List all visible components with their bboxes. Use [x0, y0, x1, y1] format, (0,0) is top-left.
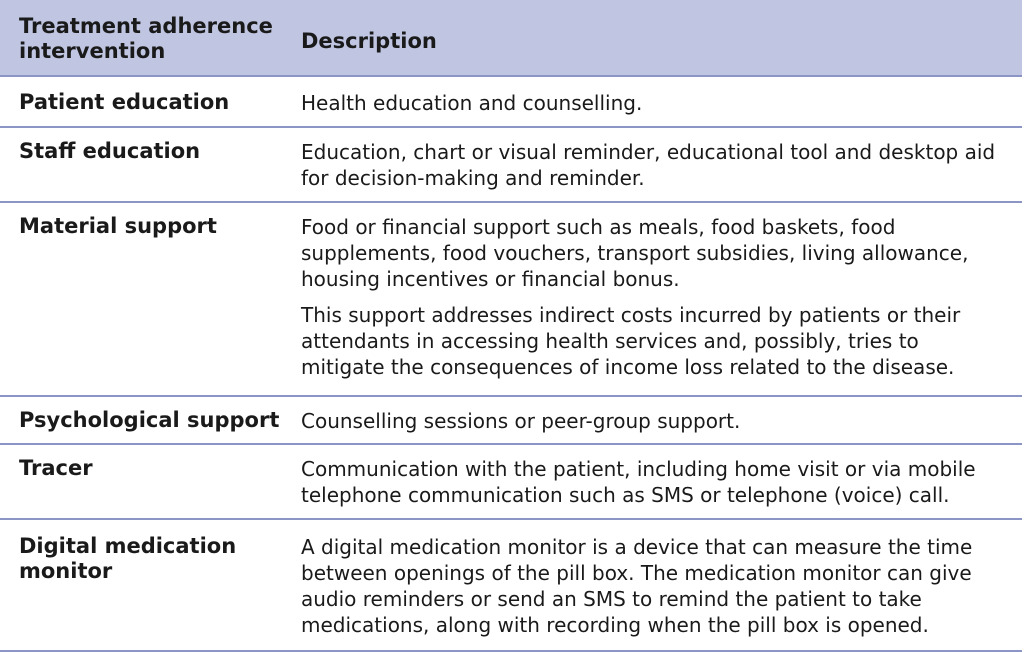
intervention-description [281, 456, 1022, 518]
table-row [0, 128, 1022, 203]
description-paragraph: Food or financial support such as meals, food baskets, food supplements, food vouchers, transport subsidies, living allowance, housing incentives or financial bonus. [301, 215, 969, 291]
table-row [0, 203, 1022, 397]
intervention-description [281, 408, 1022, 443]
intervention-name: Psychological support [19, 408, 280, 432]
table-row [0, 520, 1022, 652]
description-paragraph: Counselling sessions or peer-group support. [301, 409, 741, 433]
intervention-description [281, 139, 1022, 201]
intervention-name: Tracer [19, 456, 93, 480]
description-paragraph: Education, chart or visual reminder, educational tool and desktop aid for decision-making and reminder. [301, 140, 996, 190]
table-row [0, 77, 1022, 128]
intervention-description [281, 90, 1022, 126]
table-row [0, 397, 1022, 445]
intervention-description [281, 214, 1022, 395]
intervention-name: Patient education [19, 90, 230, 114]
description-paragraph: Communication with the patient, including home visit or via mobile telephone communication such as SMS or telephone (voice) call. [301, 457, 976, 507]
table-header [0, 0, 1022, 77]
intervention-name: Digital medication monitor [19, 534, 237, 583]
header-description: Description [301, 29, 437, 53]
description-paragraph: Health education and counselling. [301, 91, 643, 115]
table-row [0, 445, 1022, 520]
description-paragraph: This support addresses indirect costs incurred by patients or their attendants in accessing health services and, possibly, tries to mitigate the consequences of income loss related to the disease. [301, 303, 961, 379]
intervention-description [281, 534, 1022, 650]
intervention-name: Material support [19, 214, 217, 238]
intervention-name: Staff education [19, 139, 201, 163]
description-paragraph: A digital medication monitor is a device that can measure the time between openings of the pill box. The medication monitor can give audio reminders or send an SMS to remind the patient to take medications, along with recording when the pill box is opened. [301, 535, 973, 637]
header-intervention: Treatment adherence intervention [19, 14, 273, 63]
